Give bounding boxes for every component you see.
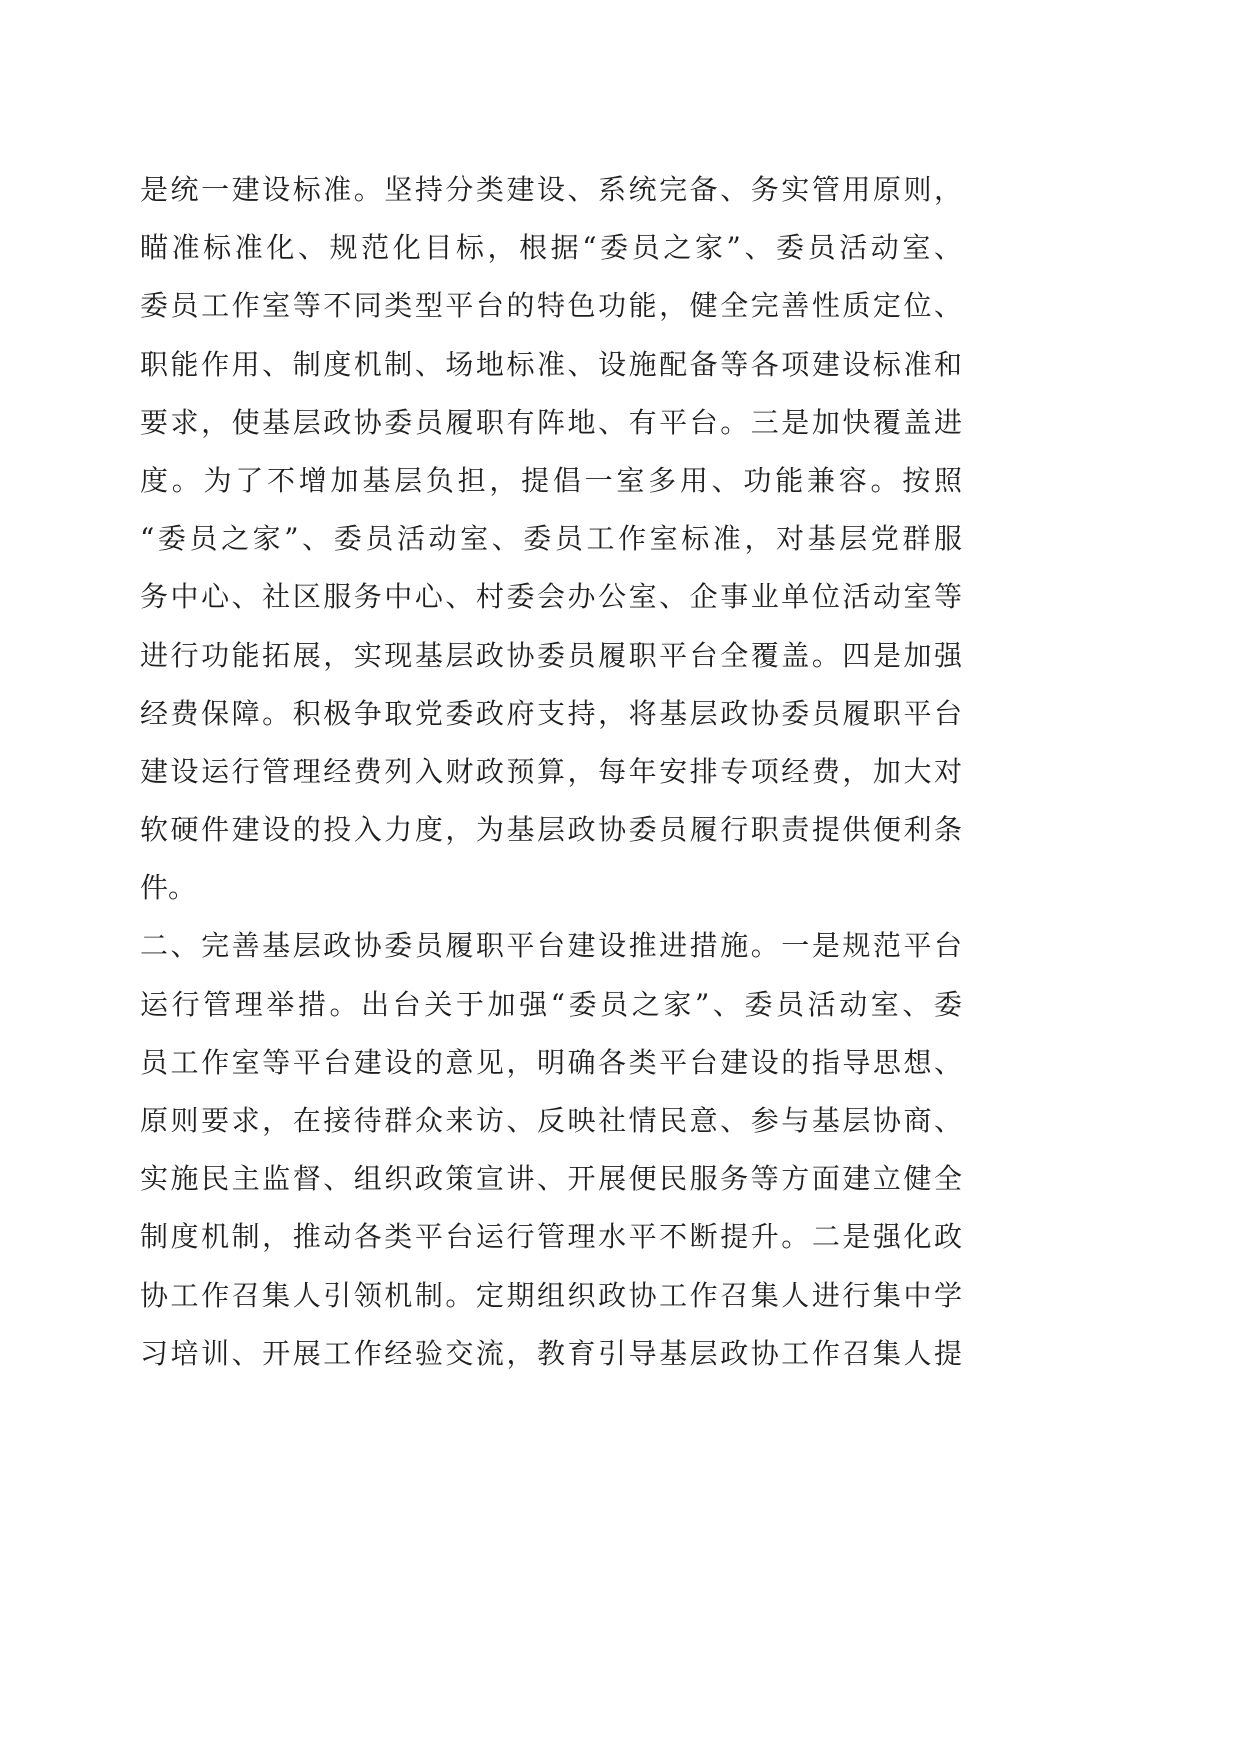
paragraph-platform-measures [140,917,962,1383]
text-line: 进行功能拓展，实现基层政协委员履职平台全覆盖。四是加强 [140,638,962,672]
paragraph-platform-standards [140,161,962,917]
text-line: 制度机制，推动各类平台运行管理水平不断提升。二是强化政 [140,1220,962,1254]
text-line: 瞄准标准化、规范化目标，根据“委员之家”、委员活动室、 [140,231,962,265]
text-line: 员工作室等平台建设的意见，明确各类平台建设的指导思想、 [140,1045,962,1079]
text-line: 软硬件建设的投入力度，为基层政协委员履行职责提供便利条 [140,813,962,847]
text-line: 建设运行管理经费列入财政预算，每年安排专项经费，加大对 [140,754,962,788]
text-line: 原则要求，在接待群众来访、反映社情民意、参与基层协商、 [140,1104,962,1137]
body-text [140,161,962,1383]
text-line: 是统一建设标准。坚持分类建设、系统完备、务实管用原则， [140,173,962,206]
text-line: 实施民主监督、组织政策宣讲、开展便民服务等方面建立健全 [140,1162,962,1196]
text-line: 协工作召集人引领机制。定期组织政协工作召集人进行集中学 [140,1278,962,1312]
text-line: 件。 [140,871,197,905]
text-line: 习培训、开展工作经验交流，教育引导基层政协工作召集人提 [140,1336,962,1370]
text-line: 二、完善基层政协委员履职平台建设推进措施。一是规范平台 [140,929,962,963]
text-line: 职能作用、制度机制、场地标准、设施配备等各项建设标准和 [140,347,962,381]
text-line: 务中心、社区服务中心、村委会办公室、企事业单位活动室等 [140,580,962,614]
text-line: 运行管理举措。出台关于加强“委员之家”、委员活动室、委 [140,987,962,1021]
text-line: “委员之家”、委员活动室、委员工作室标准，对基层党群服 [140,522,962,556]
text-line: 委员工作室等不同类型平台的特色功能，健全完善性质定位、 [140,289,962,323]
text-line: 要求，使基层政协委员履职有阵地、有平台。三是加快覆盖进 [140,405,962,439]
text-line: 度。为了不增加基层负担，提倡一室多用、功能兼容。按照 [140,463,962,497]
text-line: 经费保障。积极争取党委政府支持，将基层政协委员履职平台 [140,696,962,730]
